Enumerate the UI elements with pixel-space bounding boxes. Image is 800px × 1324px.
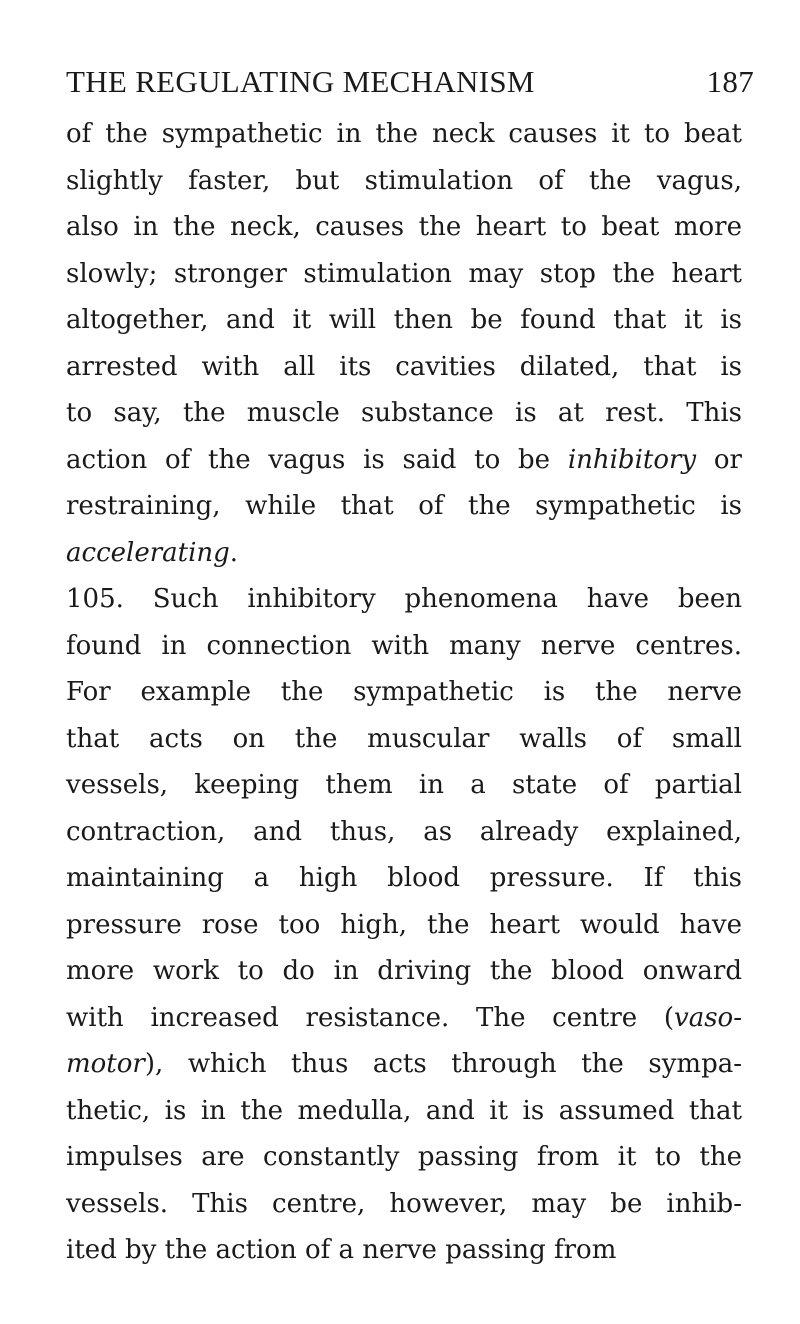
text-line: to say, the muscle substance is at rest. This [66, 398, 742, 428]
text-line: vessels, keeping them in a state of partial [66, 770, 742, 800]
text-line: ited by the action of a nerve passing from [66, 1235, 617, 1265]
chapter-title: THE REGULATING MECHANISM [66, 64, 535, 99]
text-line: vessels. This centre, however, may be inhib- [66, 1188, 742, 1219]
italic-term: inhibitory [567, 444, 697, 475]
text-line: action of the vagus is said to be inhibitory or [66, 444, 742, 475]
text-line: found in connection with many nerve centres. [66, 630, 742, 661]
text-line: restraining, while that of the sympathetic is [66, 491, 742, 521]
body-text [66, 111, 742, 1274]
text-line: altogether, and it will then be found that it is [66, 305, 742, 335]
text-line: arrested with all its cavities dilated, that is [66, 351, 742, 382]
text-line: 105. Such inhibitory phenomena have been [66, 584, 742, 614]
text-line: For example the sympathetic is the nerve [66, 677, 742, 707]
text-line: slowly; stronger stimulation may stop the heart [66, 258, 742, 289]
text-line: accelerating. [66, 537, 239, 568]
text-line: maintaining a high blood pressure. If this [66, 863, 742, 893]
text-line: more work to do in driving the blood onward [66, 956, 742, 986]
page-number: 187 [706, 64, 754, 99]
text-line: impulses are constantly passing from it to the [66, 1142, 742, 1172]
text-line: of the sympathetic in the neck causes it to beat [66, 119, 742, 149]
text-line: that acts on the muscular walls of small [66, 723, 742, 754]
text-line: with increased resistance. The centre (vaso- [66, 1002, 742, 1033]
text-line: motor), which thus acts through the sympa- [66, 1049, 742, 1079]
text-line: also in the neck, causes the heart to beat more [66, 212, 742, 242]
italic-term: motor [66, 1049, 145, 1079]
italic-term: vaso- [674, 1002, 742, 1033]
text-line: contraction, and thus, as already explained, [66, 816, 742, 847]
text-line: pressure rose too high, the heart would have [66, 909, 742, 940]
text-line: slightly faster, but stimulation of the vagus, [66, 165, 742, 196]
text-line: thetic, is in the medulla, and it is assumed that [66, 1095, 742, 1126]
running-head [66, 60, 754, 104]
italic-term: accelerating [66, 537, 230, 568]
